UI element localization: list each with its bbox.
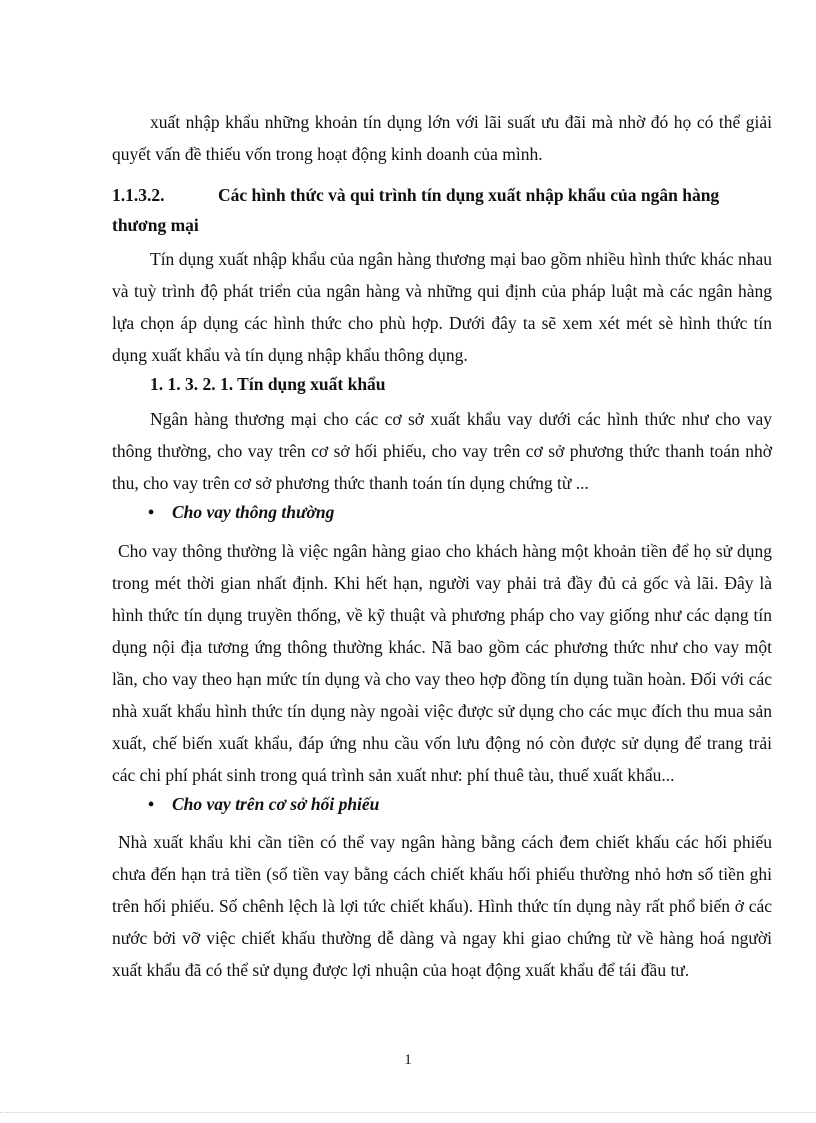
subsection-heading: 1. 1. 3. 2. 1. Tín dụng xuất khẩu bbox=[150, 374, 386, 394]
bullet-title: Cho vay trên cơ sở hối phiếu bbox=[172, 794, 380, 814]
bullet-title: Cho vay thông thường bbox=[172, 502, 335, 522]
bill-loan-paragraph: Nhà xuất khẩu khi cần tiền có thể vay ngân hàng bằng cách đem chiết khấu các hối phiếu chưa đến hạn trả tiền (số tiền vay bằng cách chiết khấu hối phiếu thường nhỏ hơn số tiền ghi trên hối phiếu. Số chênh lệch là lợi tức chiết khấu). Hình thức tín dụng này rất phổ biến ở các nước bởi vỡ việc chiết khấu thường dễ dàng và ngay khi giao chứng từ về hàng hoá người xuất khẩu đã có thể sử dụng được lợi nhuận của hoạt động xuất khẩu để tái đầu tư. bbox=[112, 832, 772, 980]
regular-loan-paragraph: Cho vay thông thường là việc ngân hàng giao cho khách hàng một khoản tiền để họ sử dụng trong mét thời gian nhất định. Khi hết hạn, người vay phải trả đầy đủ cả gốc và lãi. Đây là hình thức tín dụng truyền thống, về kỹ thuật và phương pháp cho vay giống như các dạng tín dụng nội địa tương ứng thông thường khác. Nã bao gồm các phương thức như cho vay một lần, cho vay theo hạn mức tín dụng và cho vay theo hợp đồng tín dụng tuần hoàn. Đối với các nhà xuất khẩu hình thức tín dụng này ngoài việc được sử dụng cho các mục đích thu mua sản xuất, chế biến xuất khẩu, đáp ứng nhu cầu vốn lưu động nó còn được sử dụng để trang trải các chi phí phát sinh trong quá trình sản xuất như: phí thuê tàu, thuế xuất khẩu... bbox=[112, 541, 772, 785]
page-number: 1 bbox=[404, 1052, 412, 1068]
section-heading bbox=[112, 180, 774, 240]
section-number: 1.1.3.2. bbox=[112, 185, 165, 205]
bullet-icon: • bbox=[148, 794, 155, 814]
subsection-paragraph: Ngân hàng thương mại cho các cơ sở xuất khẩu vay dưới các hình thức như cho vay thông thường, cho vay trên cơ sở hối phiếu, cho vay trên cơ sở phương thức thanh toán nhờ thu, cho vay trên cơ sở phương thức thanh toán tín dụng chứng từ ... bbox=[112, 409, 772, 493]
section-paragraph: Tín dụng xuất nhập khẩu của ngân hàng thương mại bao gồm nhiều hình thức khác nhau và tuỳ trình độ phát triển của ngân hàng và những qui định của pháp luật mà các ngân hàng lựa chọn áp dụng các hình thức cho phù hợp. Dưới đây ta sẽ xem xét mét sè hình thức tín dụng xuất khẩu và tín dụng nhập khẩu thông dụng. bbox=[112, 249, 772, 365]
intro-paragraph: xuất nhập khẩu những khoản tín dụng lớn với lãi suất ưu đãi mà nhờ đó họ có thể giải quyết vấn đề thiếu vốn trong hoạt động kinh doanh của mình. bbox=[112, 112, 772, 164]
section-title: Các hình thức và qui trình tín dụng xuất nhập khẩu của ngân hàng thương mại bbox=[112, 185, 720, 235]
bullet-heading-bill-loan bbox=[148, 789, 379, 819]
page-bottom-divider bbox=[0, 1112, 816, 1113]
bullet-icon: • bbox=[148, 502, 155, 522]
bullet-heading-regular-loan bbox=[148, 497, 334, 527]
